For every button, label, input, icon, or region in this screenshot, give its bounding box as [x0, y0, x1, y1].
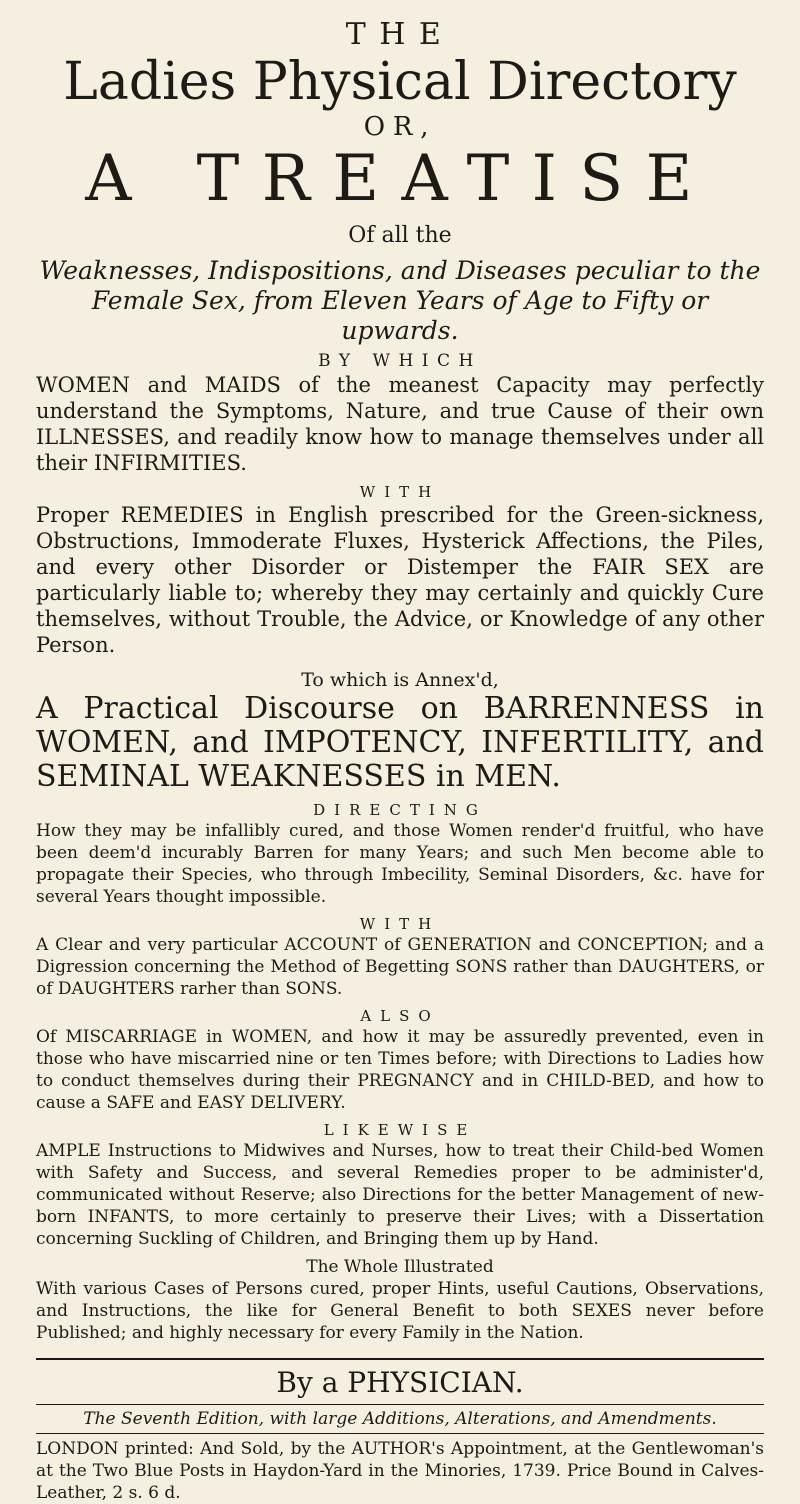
paragraph-directing: How they may be infallibly cured, and those Women render'd fruitful, who have been deem'd incurably Barren for many Years; and such Men become able to propagate their Species, who through Imbecility, Seminal Disorders, &c. have for several Years thought impossible. — [36, 821, 764, 907]
paragraph-midwives: AMPLE Instructions to Midwives and Nurses, how to treat their Child-bed Women with Safety and Success, and several Remedies proper to be administer'd, communicated without Reserve; also Directions for the better Management of new-born INFANTS, to more certainly to preserve their Lives; with a Dissertation concerning Suckling of Children, and Bringing them up by Hand. — [36, 1141, 764, 1249]
paragraph-women-maids: WOMEN and MAIDS of the meanest Capacity may perfectly understand the Symptoms, Nature, and true Cause of their own ILLNESSES, and readily know how to manage themselves under all their INFIRMITIES. — [36, 373, 764, 475]
paragraph-generation: A Clear and very particular ACCOUNT of GENERATION and CONCEPTION; and a Digression concerning the Method of Begetting SONS rather than DAUGHTERS, or of DAUGHTERS rarher than SONS. — [36, 935, 764, 999]
title-main: Ladies Physical Directory — [63, 52, 737, 112]
also-heading: ALSO — [360, 1007, 440, 1025]
imprint: LONDON printed: And Sold, by the AUTHOR's Appointment, at the Gentlewoman's at the Two Blue Posts in Haydon-Yard in the Minories, 1739. Price Bound in Calves-Leather, 2 s. 6 d. — [36, 1439, 764, 1503]
edition-note: The Seventh Edition, with large Additions, Alterations, and Amendments. — [36, 1404, 764, 1434]
paragraph-remedies: Proper REMEDIES in English prescribed for the Green-sickness, Obstructions, Immoderate Fluxes, Hysterick Affections, the Piles, and every other Disorder or Distemper the FAIR SEX are particularly liable to; whereby they may certainly and quickly Cure themselves, without Trouble, the Advice, or Knowledge of any other Person. — [36, 503, 764, 657]
title-or: OR, — [363, 112, 437, 142]
with-heading-2: WITH — [359, 915, 441, 933]
divider — [36, 1358, 764, 1360]
paragraph-barrenness: A Practical Discourse on BARRENNESS in WOMEN, and IMPOTENCY, INFERTILITY, and SEMINAL WEAKNESSES in MEN. — [36, 691, 764, 794]
likewise-heading: LIKEWISE — [323, 1121, 477, 1139]
directing-heading: DIRECTING — [313, 801, 487, 819]
paragraph-miscarriage: Of MISCARRIAGE in WOMEN, and how it may be assuredly prevented, even in those who have miscarried nine or ten Times before; with Directions to Ladies how to conduct themselves during their PREGNANCY and in CHILD-BED, and how to cause a SAFE and EASY DELIVERY. — [36, 1027, 764, 1113]
byline: By a PHYSICIAN. — [276, 1366, 524, 1399]
paragraph-cases: With various Cases of Persons cured, proper Hints, useful Cautions, Observations, and Instructions, the like for General Benefit to both SEXES never before Published; and highly necessary for every Family in the Nation. — [36, 1279, 764, 1343]
by-which: BY WHICH — [318, 351, 482, 371]
illustrated-heading: The Whole Illustrated — [306, 1257, 494, 1277]
title-the: THE — [345, 17, 455, 52]
of-all: Of all the — [348, 223, 452, 248]
with-heading-1: WITH — [359, 483, 441, 501]
subtitle: Weaknesses, Indispositions, and Diseases peculiar to the Female Sex, from Eleven Years of Age to Fifty or upwards. — [39, 256, 761, 345]
title-treatise: A TREATISE — [85, 142, 715, 216]
annex-heading: To which is Annex'd, — [301, 669, 499, 691]
